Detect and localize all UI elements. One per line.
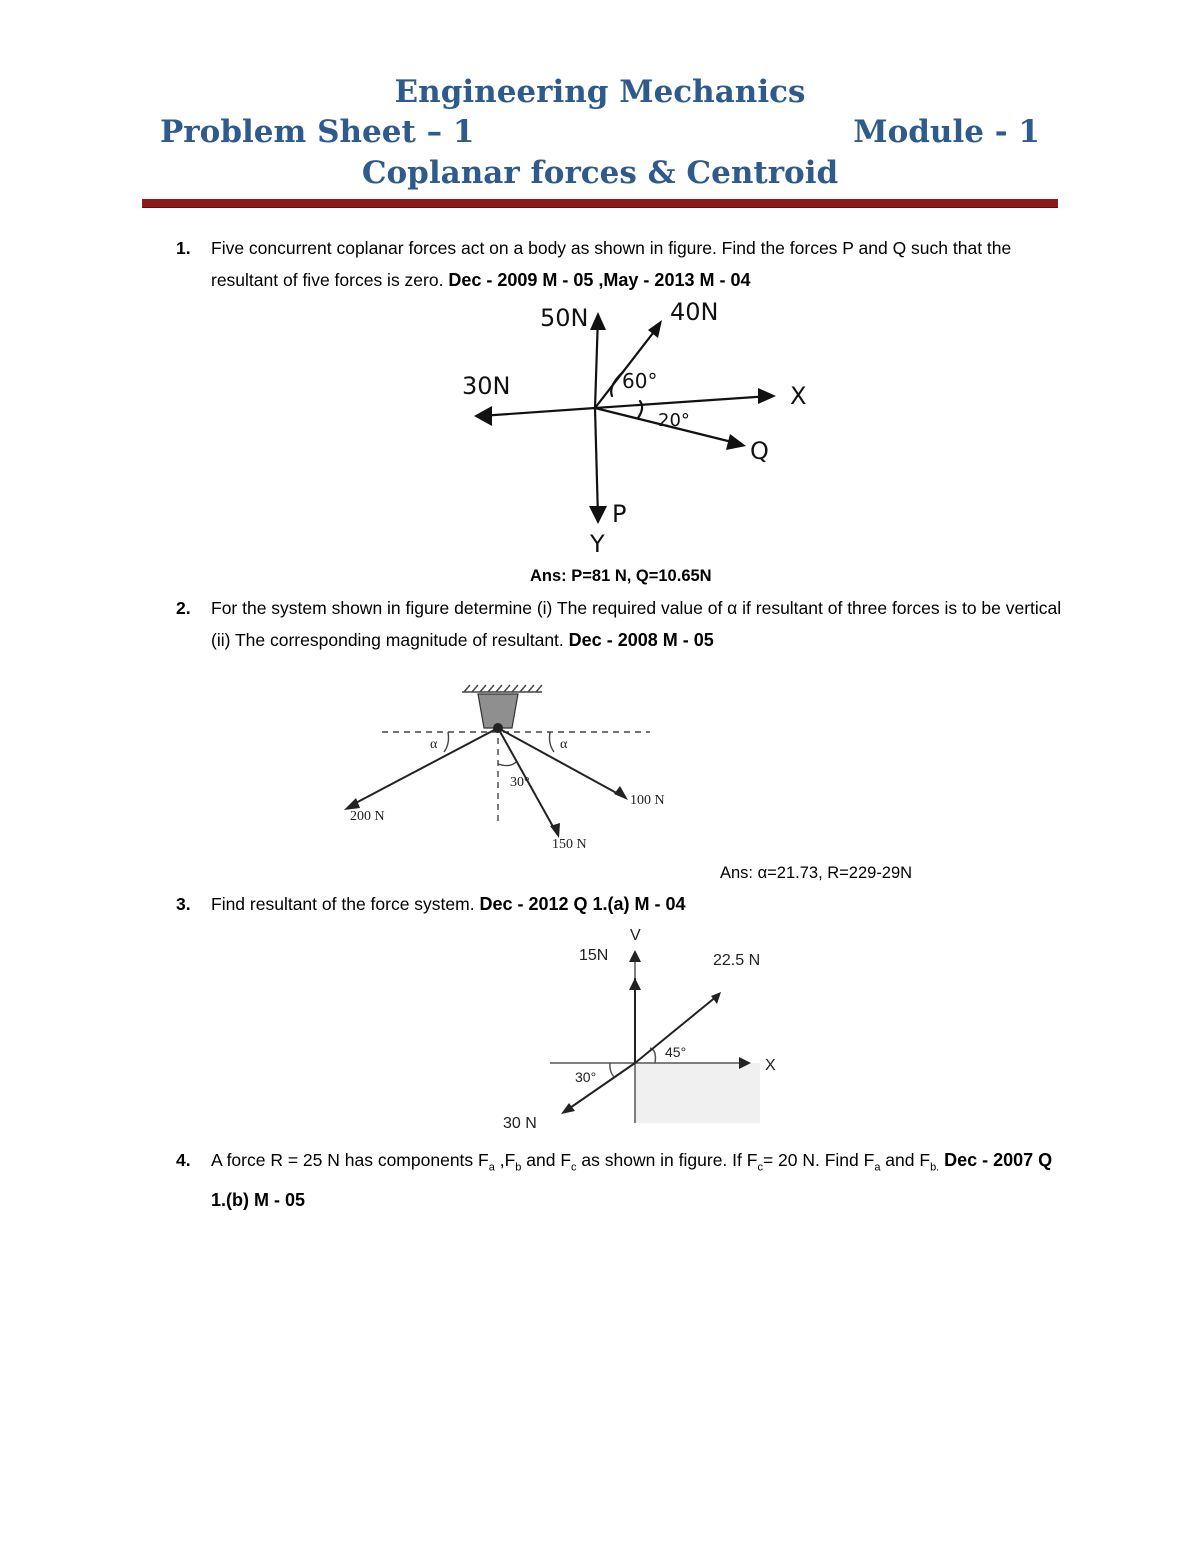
figure-q2-suspended-forces bbox=[330, 682, 710, 852]
angle-arc-20 bbox=[638, 401, 642, 418]
answer-q1: Ans: P=81 N, Q=10.65N bbox=[530, 567, 712, 585]
question-number: 3. bbox=[176, 894, 191, 914]
label-angle-30: 30° bbox=[575, 1069, 597, 1085]
answer-q2: Ans: α=21.73, R=229-29N bbox=[720, 864, 913, 882]
angle-arc-alpha-left bbox=[444, 732, 449, 752]
figure-q3-force-system bbox=[495, 920, 795, 1135]
module-label: Module - 1 bbox=[853, 114, 1040, 150]
document-title: Engineering Mechanics bbox=[394, 74, 806, 110]
force-line-30n bbox=[480, 408, 595, 416]
support-bracket bbox=[478, 694, 518, 728]
label-15n: 15N bbox=[579, 947, 609, 964]
arrowhead-22-5n bbox=[711, 992, 721, 1004]
label-40n: 40N bbox=[670, 298, 719, 326]
angle-arc-30 bbox=[498, 762, 516, 766]
question-text: A force R = 25 N has components $F_a$ $,F_b$ and $F_c$ as shown in figure. If $F_c= 20$ N. Find $F_a$ and $F_{b.}$ bbox=[211, 1150, 940, 1174]
question-text: Find resultant of the force system. bbox=[211, 894, 475, 914]
arrowhead-x bbox=[758, 388, 776, 404]
label-angle-45: 45° bbox=[665, 1044, 687, 1060]
angle-arc-30 bbox=[610, 1063, 615, 1078]
label-q: Q bbox=[750, 437, 769, 465]
label-v-axis: V bbox=[630, 927, 641, 944]
arrowhead-q bbox=[726, 434, 746, 450]
label-30n: 30 N bbox=[503, 1115, 537, 1132]
arrowhead-p bbox=[589, 506, 607, 524]
label-150n: 150 N bbox=[552, 837, 587, 852]
label-p: P bbox=[612, 500, 627, 528]
exam-reference: Dec - 2008 M - 05 bbox=[568, 630, 714, 650]
shaded-quadrant bbox=[635, 1063, 760, 1123]
problem-sheet-label: Problem Sheet – 1 bbox=[160, 114, 475, 150]
document-subtitle: Coplanar forces & Centroid bbox=[361, 155, 839, 191]
figure-q1-concurrent-forces bbox=[440, 296, 840, 561]
header-divider bbox=[142, 199, 1058, 208]
label-alpha-right: α bbox=[560, 737, 568, 752]
question-number: 1. bbox=[176, 238, 191, 258]
hatch-marks bbox=[464, 685, 542, 692]
arrowhead-100n bbox=[614, 786, 628, 800]
arrowhead-50n bbox=[590, 312, 606, 330]
label-30n: 30N bbox=[462, 372, 511, 400]
label-x-axis: X bbox=[790, 382, 807, 410]
label-22-5n: 22.5 N bbox=[713, 952, 761, 969]
question-text: Five concurrent coplanar forces act on a body as shown in figure. Find the forces P and Q such that the resultant of five forces is zero. bbox=[211, 238, 1012, 290]
x-axis-line bbox=[595, 396, 770, 408]
exam-reference: Dec - 2007 Q 1.(b) M - 05 bbox=[211, 1150, 1053, 1210]
angle-arc-alpha-right bbox=[550, 732, 555, 752]
label-200n: 200 N bbox=[350, 809, 385, 824]
exam-reference: Dec - 2009 M - 05 ,May - 2013 M - 04 bbox=[448, 270, 751, 290]
exam-reference: Dec - 2012 Q 1.(a) M - 04 bbox=[479, 894, 686, 914]
label-alpha-left: α bbox=[430, 737, 438, 752]
label-angle-60: 60° bbox=[622, 369, 658, 393]
question-text: For the system shown in figure determine (i) The required value of α if resultant of three forces is to be vertical (ii) The corresponding magnitude of resultant. bbox=[211, 598, 1062, 650]
arrowhead-30n bbox=[474, 406, 492, 426]
label-y-axis: Y bbox=[590, 530, 605, 558]
arrowhead-30n bbox=[561, 1103, 575, 1114]
force-line-p bbox=[595, 408, 598, 518]
label-50n: 50N bbox=[540, 304, 589, 332]
question-number: 2. bbox=[176, 598, 191, 618]
arrowhead-v bbox=[629, 950, 641, 962]
label-angle-20: 20° bbox=[658, 410, 690, 431]
label-angle-30: 30° bbox=[510, 775, 530, 790]
arrowhead-15n bbox=[629, 978, 641, 990]
label-x-axis: X bbox=[765, 1057, 776, 1074]
force-line-40n bbox=[595, 324, 660, 408]
question-number: 4. bbox=[176, 1150, 191, 1170]
force-line-200n bbox=[350, 728, 498, 806]
label-100n: 100 N bbox=[630, 793, 665, 808]
